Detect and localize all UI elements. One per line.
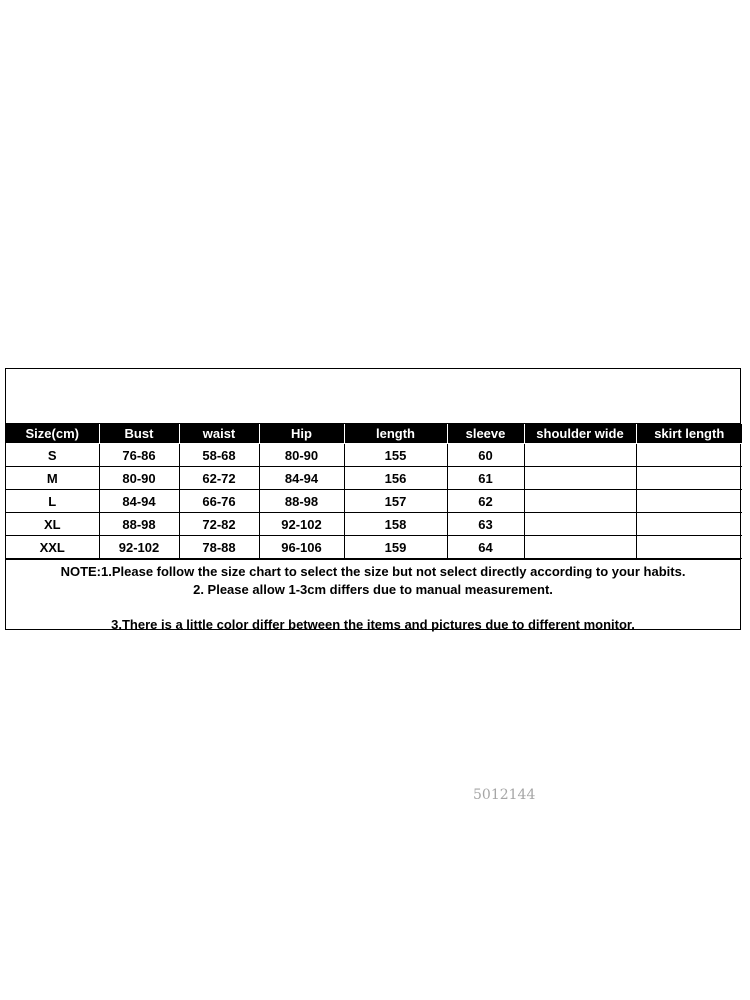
chart-top-blank [6, 369, 740, 424]
table-cell: 76-86 [99, 444, 179, 467]
table-row [6, 467, 742, 490]
table-cell: 92-102 [99, 536, 179, 559]
table-cell: 88-98 [99, 513, 179, 536]
column-header: Bust [99, 424, 179, 444]
table-cell [524, 513, 636, 536]
table-cell: XL [6, 513, 99, 536]
column-header: Hip [259, 424, 344, 444]
table-row [6, 536, 742, 559]
table-cell: M [6, 467, 99, 490]
size-notes [6, 559, 740, 634]
table-cell: 96-106 [259, 536, 344, 559]
table-cell: 61 [447, 467, 524, 490]
column-header: sleeve [447, 424, 524, 444]
table-cell: 64 [447, 536, 524, 559]
table-cell: 92-102 [259, 513, 344, 536]
note-line: 2. Please allow 1-3cm differs due to manual measurement. [193, 582, 553, 597]
column-header: shoulder wide [524, 424, 636, 444]
note-line: 3.There is a little color differ between the items and pictures due to different monitor. [111, 617, 635, 632]
table-cell [524, 536, 636, 559]
table-cell [636, 444, 742, 467]
table-cell [636, 536, 742, 559]
table-cell [524, 467, 636, 490]
table-cell: 157 [344, 490, 447, 513]
column-header: waist [179, 424, 259, 444]
table-row [6, 444, 742, 467]
table-cell: 156 [344, 467, 447, 490]
table-cell: XXL [6, 536, 99, 559]
table-cell: 80-90 [259, 444, 344, 467]
column-header: length [344, 424, 447, 444]
table-row [6, 490, 742, 513]
note-spacer [6, 599, 740, 616]
table-cell [636, 513, 742, 536]
table-cell: 58-68 [179, 444, 259, 467]
column-header: Size(cm) [6, 424, 99, 444]
table-cell: 80-90 [99, 467, 179, 490]
table-cell: 155 [344, 444, 447, 467]
table-header-row [6, 424, 742, 444]
table-cell [524, 490, 636, 513]
note-line: NOTE:1.Please follow the size chart to select the size but not select directly according to your habits. [60, 564, 686, 579]
table-cell: L [6, 490, 99, 513]
size-table [6, 424, 742, 559]
table-row [6, 513, 742, 536]
table-cell [636, 490, 742, 513]
size-chart [5, 368, 741, 630]
table-cell: 88-98 [259, 490, 344, 513]
table-cell [636, 467, 742, 490]
table-cell: 62-72 [179, 467, 259, 490]
table-cell: 159 [344, 536, 447, 559]
table-cell: 158 [344, 513, 447, 536]
table-cell: 66-76 [179, 490, 259, 513]
table-cell: 84-94 [259, 467, 344, 490]
table-cell: 60 [447, 444, 524, 467]
column-header: skirt length [636, 424, 742, 444]
table-cell: 72-82 [179, 513, 259, 536]
product-code: 5012144 [473, 787, 536, 803]
table-cell: S [6, 444, 99, 467]
table-cell: 84-94 [99, 490, 179, 513]
table-cell: 63 [447, 513, 524, 536]
table-cell [524, 444, 636, 467]
table-cell: 62 [447, 490, 524, 513]
table-cell: 78-88 [179, 536, 259, 559]
